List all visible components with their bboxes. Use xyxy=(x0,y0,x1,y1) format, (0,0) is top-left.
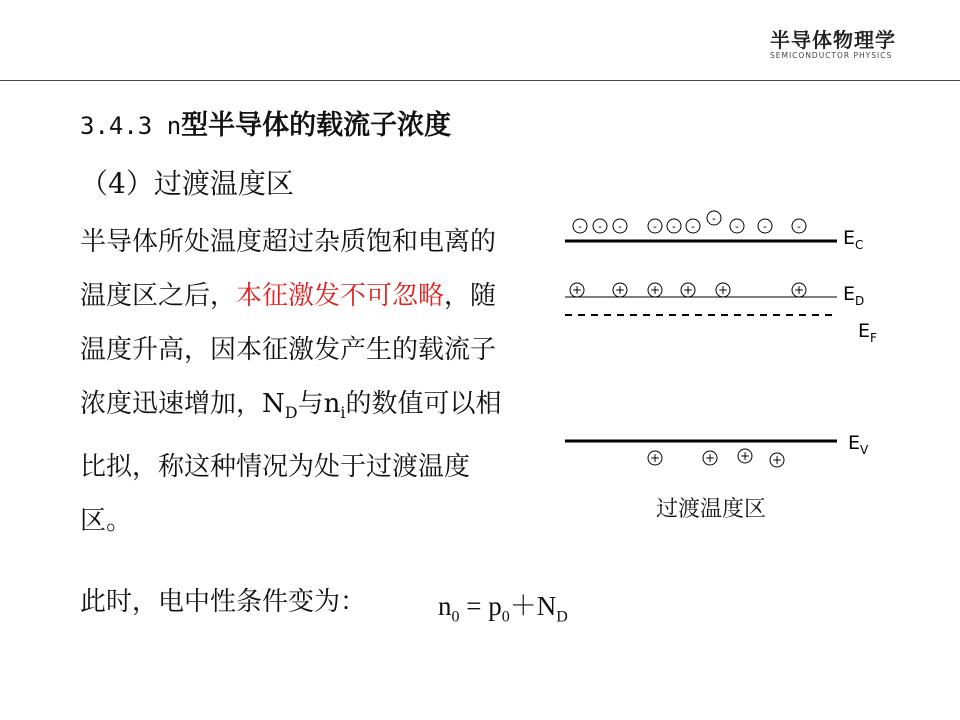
svg-text:-: - xyxy=(797,220,801,233)
svg-text:-: - xyxy=(653,220,657,233)
svg-text:-: - xyxy=(712,212,716,225)
svg-text:+: + xyxy=(771,453,783,467)
svg-text:+: + xyxy=(649,451,661,465)
donor-ion xyxy=(613,283,627,297)
svg-text:+: + xyxy=(717,283,729,297)
condition-label: 此时，电中性条件变为： xyxy=(80,587,367,617)
electron xyxy=(707,211,721,225)
ef-label: $E_F$ xyxy=(858,320,877,345)
section-title-n: n xyxy=(166,112,182,140)
energy-band-diagram xyxy=(555,200,885,480)
donor-ion xyxy=(648,283,662,297)
formula-n: n xyxy=(438,591,452,621)
electron xyxy=(573,219,587,233)
hole xyxy=(703,451,717,465)
donor-ion xyxy=(716,283,730,297)
ec-label: $E_C$ xyxy=(843,227,864,252)
donor-ion xyxy=(681,283,695,297)
logo-title-cn: 半导体物理学 xyxy=(770,28,896,52)
nd-symbol xyxy=(262,389,298,423)
header-divider xyxy=(0,80,960,81)
electron xyxy=(792,219,806,233)
donor-ion xyxy=(570,283,584,297)
hole xyxy=(770,453,784,467)
ed-label: $E_D$ xyxy=(843,283,865,308)
ni-main: n xyxy=(323,389,341,419)
formula-plus: ＋ xyxy=(509,591,537,621)
svg-text:+: + xyxy=(704,451,716,465)
neutrality-formula xyxy=(438,584,568,626)
svg-text:-: - xyxy=(618,220,622,233)
formula-n-sub: 0 xyxy=(451,608,460,626)
svg-text:-: - xyxy=(578,220,582,233)
ni-sub: i xyxy=(340,403,346,423)
donor-ion xyxy=(792,283,806,297)
formula-nd-sub: D xyxy=(556,608,568,626)
electron xyxy=(593,219,607,233)
electrons xyxy=(573,211,806,233)
formula-p-sub: 0 xyxy=(501,608,510,626)
svg-text:+: + xyxy=(793,283,805,297)
paragraph-part-3: 的数值可以相比拟，称这种情况为处于过渡温度区。 xyxy=(80,389,502,537)
formula-nd: N xyxy=(536,591,557,621)
svg-text:-: - xyxy=(691,220,695,233)
paragraph-mid: 与 xyxy=(297,389,324,419)
section-title-text: 型半导体的载流子浓度 xyxy=(181,110,452,141)
svg-text:+: + xyxy=(682,283,694,297)
logo-title-en: SEMICONDUCTOR PHYSICS xyxy=(770,51,893,60)
hole xyxy=(648,451,662,465)
hole xyxy=(738,449,752,463)
paragraph-part-2: ，随温度升高，因本征激发产生的载流子浓度迅速增加， xyxy=(80,281,497,419)
electron xyxy=(758,219,772,233)
paragraph-highlight: 本征激发不可忽略 xyxy=(236,281,445,311)
svg-text:-: - xyxy=(763,220,767,233)
svg-text:-: - xyxy=(598,220,602,233)
ni-symbol xyxy=(323,389,346,423)
nd-sub: D xyxy=(284,403,298,423)
ev-label: $E_V$ xyxy=(848,432,869,457)
electron xyxy=(730,219,744,233)
section-title xyxy=(80,103,451,142)
svg-text:+: + xyxy=(739,449,751,463)
svg-text:-: - xyxy=(672,220,676,233)
holes xyxy=(648,449,784,467)
electron xyxy=(686,219,700,233)
diagram-caption: 过渡温度区 xyxy=(656,497,767,522)
electron xyxy=(613,219,627,233)
formula-equals: = xyxy=(459,591,489,621)
formula-p: p xyxy=(488,591,502,621)
svg-text:-: - xyxy=(735,220,739,233)
subsection-title: （4）过渡温度区 xyxy=(80,167,294,200)
svg-text:+: + xyxy=(571,283,583,297)
electron xyxy=(667,219,681,233)
section-number: 3.4.3 xyxy=(80,112,167,140)
ionized-donors xyxy=(570,283,806,297)
paragraph-part-1: 半导体所处温度超过杂质饱和电离的温度区之后， xyxy=(80,227,497,311)
nd-main: N xyxy=(262,389,285,419)
description-paragraph xyxy=(80,215,510,548)
electron xyxy=(648,219,662,233)
svg-text:+: + xyxy=(649,283,661,297)
svg-text:+: + xyxy=(614,283,626,297)
